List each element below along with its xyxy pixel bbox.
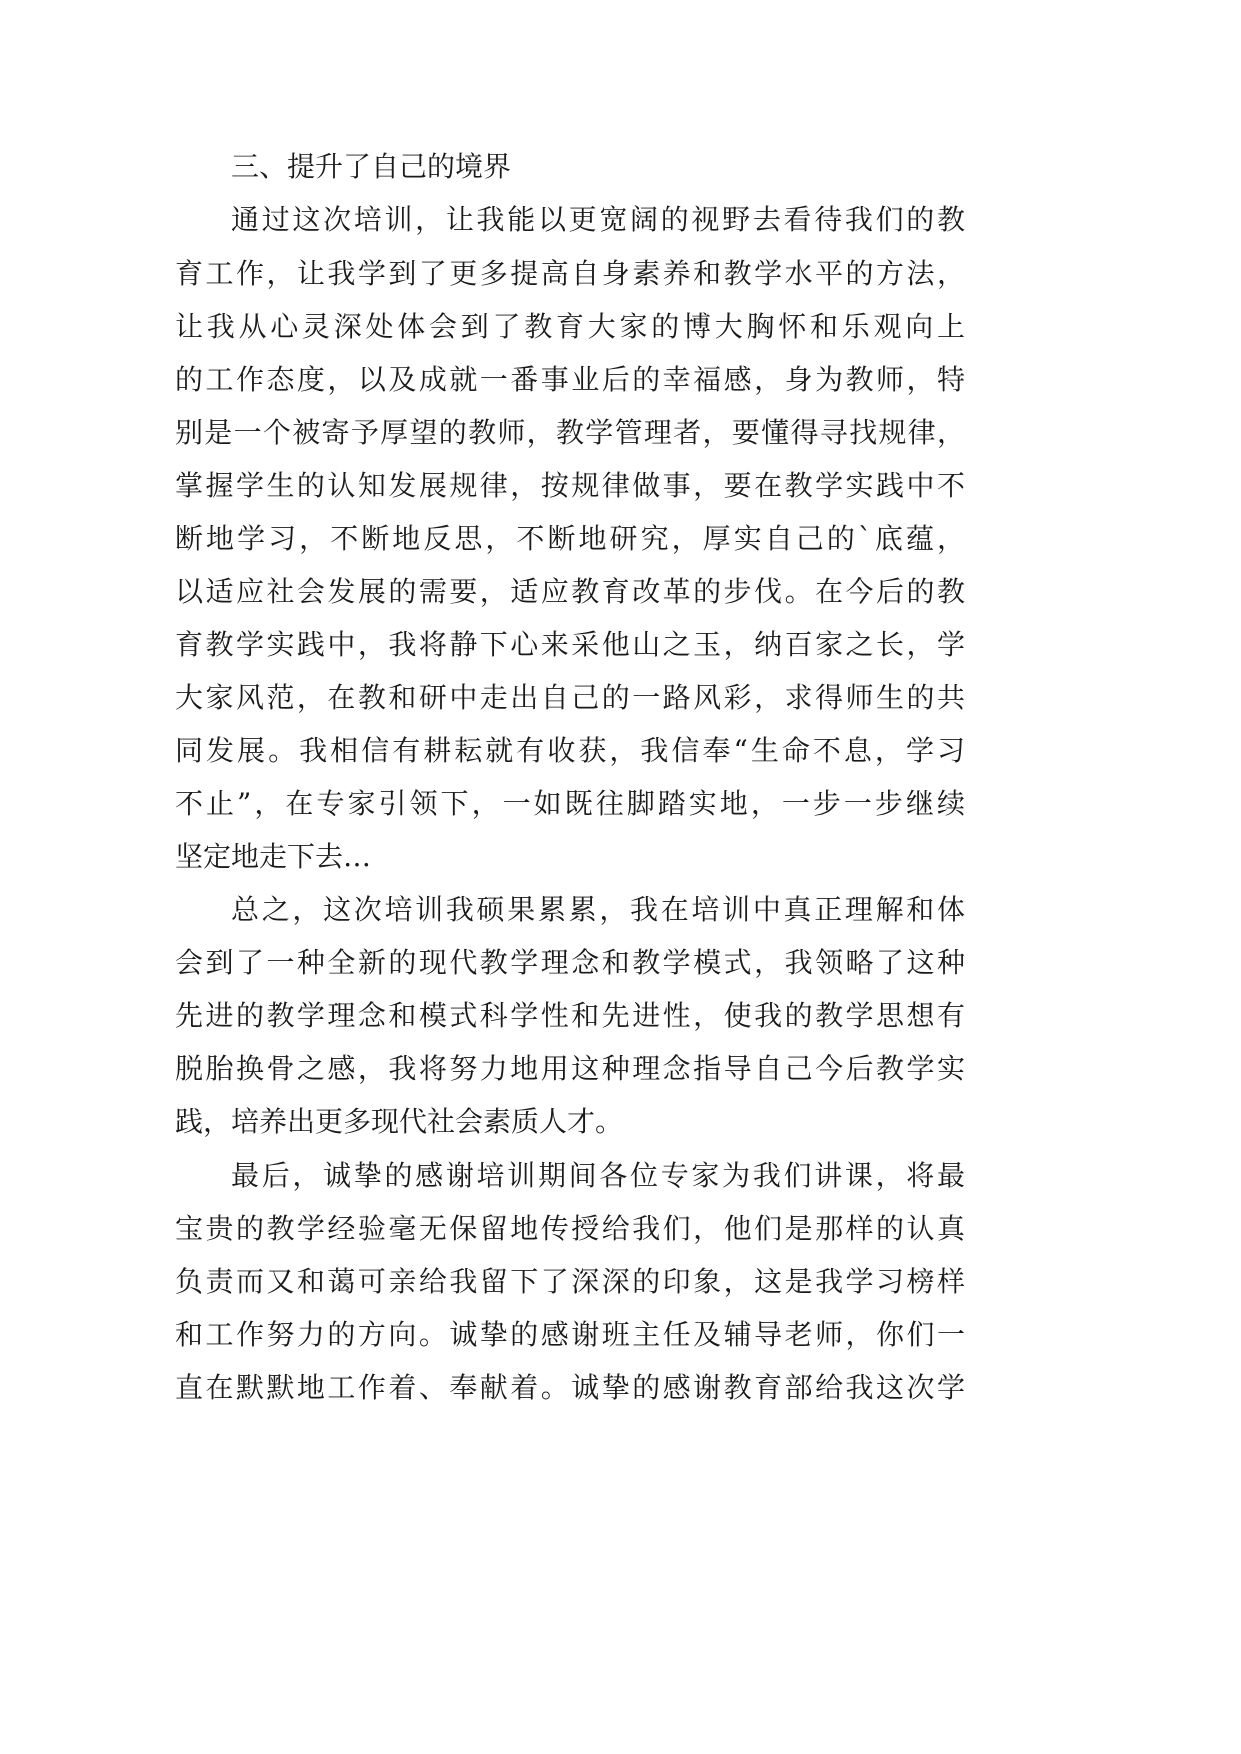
paragraph-line: 总之，这次培训我硕果累累，我在培训中真正理解和体 bbox=[231, 893, 965, 926]
paragraph-line: 脱胎换骨之感，我将努力地用这种理念指导自己今后教学实 bbox=[175, 1052, 965, 1085]
paragraph-line: 宝贵的教学经验毫无保留地传授给我们，他们是那样的认真 bbox=[175, 1212, 965, 1245]
paragraph-line: 让我从心灵深处体会到了教育大家的博大胸怀和乐观向上 bbox=[175, 310, 965, 343]
paragraph-line: 断地学习，不断地反思，不断地研究，厚实自己的`底蕴， bbox=[175, 522, 965, 555]
paragraph-line: 育教学实践中，我将静下心来采他山之玉，纳百家之长，学 bbox=[175, 628, 965, 661]
section-heading: 三、提升了自己的境界 bbox=[231, 150, 512, 183]
paragraph-line: 直在默默地工作着、奉献着。诚挚的感谢教育部给我这次学 bbox=[175, 1371, 965, 1404]
paragraph-line: 通过这次培训，让我能以更宽阔的视野去看待我们的教 bbox=[231, 203, 965, 236]
paragraph-line: 的工作态度，以及成就一番事业后的幸福感，身为教师，特 bbox=[175, 363, 965, 396]
paragraph-line: 同发展。我相信有耕耘就有收获，我信奉“生命不息，学习 bbox=[175, 734, 965, 767]
paragraph-line: 以适应社会发展的需要，适应教育改革的步伐。在今后的教 bbox=[175, 575, 965, 608]
paragraph-line: 育工作，让我学到了更多提高自身素养和教学水平的方法， bbox=[175, 257, 965, 290]
paragraph-line: 大家风范，在教和研中走出自己的一路风彩，求得师生的共 bbox=[175, 681, 965, 714]
paragraph-line: 不止”，在专家引领下，一如既往脚踏实地，一步一步继续 bbox=[175, 787, 965, 820]
paragraph-line: 践，培养出更多现代社会素质人才。 bbox=[175, 1105, 624, 1138]
paragraph-line: 会到了一种全新的现代教学理念和教学模式，我领略了这种 bbox=[175, 946, 965, 979]
paragraph-line: 最后，诚挚的感谢培训期间各位专家为我们讲课，将最 bbox=[231, 1159, 965, 1192]
paragraph-line: 负责而又和蔼可亲给我留下了深深的印象，这是我学习榜样 bbox=[175, 1265, 965, 1298]
paragraph-line: 坚定地走下去… bbox=[175, 840, 372, 873]
paragraph-line: 和工作努力的方向。诚挚的感谢班主任及辅导老师，你们一 bbox=[175, 1318, 965, 1351]
paragraph-line: 掌握学生的认知发展规律，按规律做事，要在教学实践中不 bbox=[175, 469, 965, 502]
paragraph-line: 先进的教学理念和模式科学性和先进性，使我的教学思想有 bbox=[175, 999, 965, 1032]
paragraph-line: 别是一个被寄予厚望的教师，教学管理者，要懂得寻找规律， bbox=[175, 416, 965, 449]
